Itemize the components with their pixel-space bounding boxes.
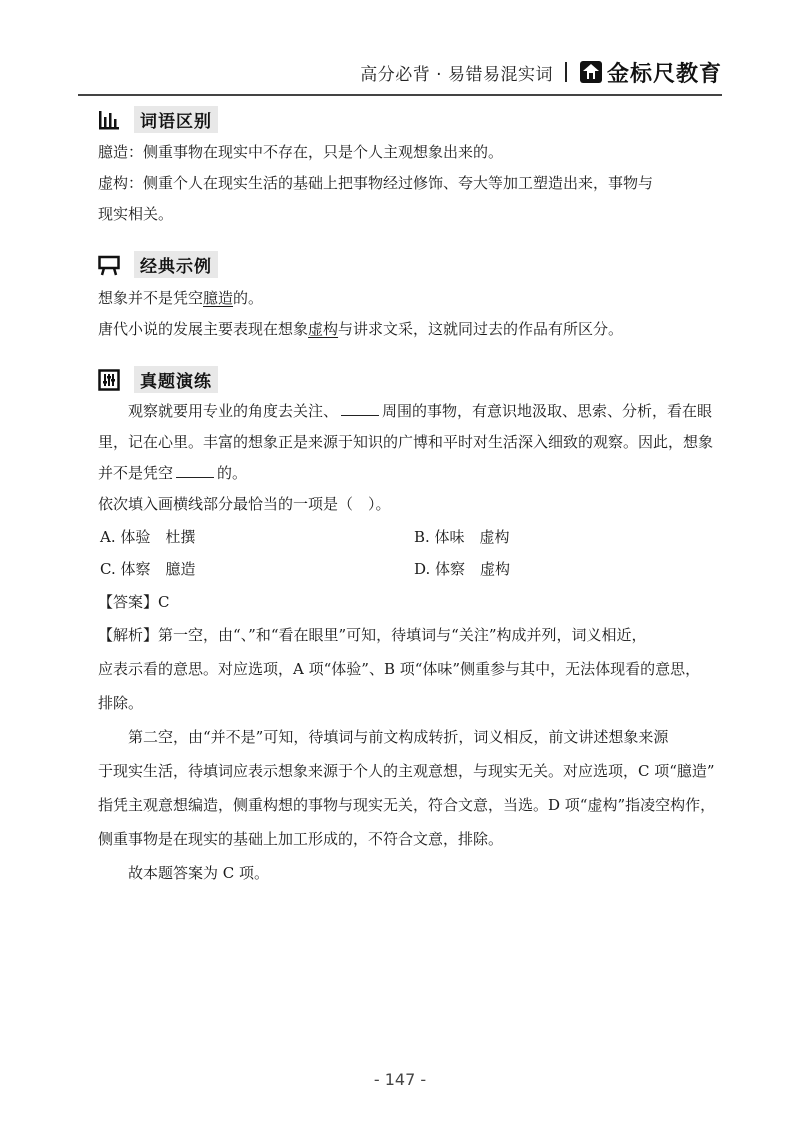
equalizer-icon	[98, 369, 120, 391]
analysis-line-5: 于现实生活，待填词应表示想象来源于个人的主观意想，与现实无关。对应选项，C 项“臆造”	[98, 762, 715, 780]
analysis-line-2: 应表示看的意思。对应选项，A 项“体验”、B 项“体味”侧重参与其中，无法体现看的意思，	[98, 660, 701, 678]
page-number: - 147 -	[373, 1070, 427, 1089]
section-practice-heading	[98, 366, 218, 393]
analysis	[98, 618, 718, 890]
answer: 【答案】C	[98, 593, 170, 611]
brand-name: 金标尺教育	[606, 61, 722, 87]
section-examples-title: 经典示例	[134, 251, 218, 278]
examples-text	[98, 283, 718, 345]
example-2-keyword: 虚构	[308, 320, 339, 338]
option-a: A. 体验 杜撰	[100, 528, 196, 546]
example-1-keyword: 臆造	[203, 289, 234, 307]
section-distinguish-heading	[98, 106, 218, 133]
blank-2	[176, 463, 214, 478]
example-2: 唐代小说的发展主要表现在想象虚构与讲求文采，这就同过去的作品有所区分。	[98, 320, 624, 338]
distinguish-line-3: 现实相关。	[98, 205, 174, 223]
header-divider	[565, 62, 567, 82]
header-title: 高分必背 · 易错易混实词	[360, 64, 553, 85]
header-rule	[78, 94, 722, 96]
brand-logo-icon	[579, 60, 603, 84]
option-d: D. 体察 虚构	[414, 560, 511, 578]
section-examples-heading	[98, 251, 218, 278]
conclusion: 故本题答案为 C 项。	[128, 864, 270, 882]
section-distinguish-title: 词语区别	[134, 106, 218, 133]
distinguish-line-1: 臆造：侧重事物在现实中不存在，只是个人主观想象出来的。	[98, 143, 504, 161]
page-header	[360, 52, 722, 92]
option-b: B. 体味 虚构	[414, 528, 510, 546]
question-text: 观察就要用专业的角度去关注、 周围的事物，有意识地汲取、思索、分析，看在眼里，记在心里。丰富的想象正是来源于知识的广博和平时对生活深入细致的观察。因此，想象并不是凭空 的。	[98, 402, 714, 482]
bar-chart-icon	[98, 109, 120, 131]
section-practice-title: 真题演练	[134, 366, 218, 393]
question-prompt: 依次填入画横线部分最恰当的一项是（ ）。	[98, 495, 391, 513]
example-1: 想象并不是凭空臆造的。	[98, 289, 264, 307]
analysis-line-4: 第二空，由“并不是”可知，待填词与前文构成转折，词义相反，前文讲述想象来源	[128, 728, 669, 746]
analysis-line-3: 排除。	[98, 694, 144, 712]
analysis-line-1: 【解析】第一空，由“、”和“看在眼里”可知，待填词与“关注”构成并列，词义相近，	[98, 626, 647, 644]
blank-1	[341, 401, 379, 416]
distinguish-text	[98, 137, 718, 230]
analysis-line-7: 侧重事物是在现实的基础上加工形成的，不符合文意，排除。	[98, 830, 504, 848]
brand-logo	[579, 57, 722, 88]
option-c: C. 体察 臆造	[100, 560, 196, 578]
easel-icon	[98, 254, 120, 276]
analysis-line-6: 指凭主观意想编造，侧重构想的事物与现实无关，符合文意，当选。D 项“虚构”指凌空构作，	[98, 796, 716, 814]
distinguish-line-2: 虚构：侧重个人在现实生活的基础上把事物经过修饰、夸大等加工塑造出来，事物与	[98, 174, 654, 192]
